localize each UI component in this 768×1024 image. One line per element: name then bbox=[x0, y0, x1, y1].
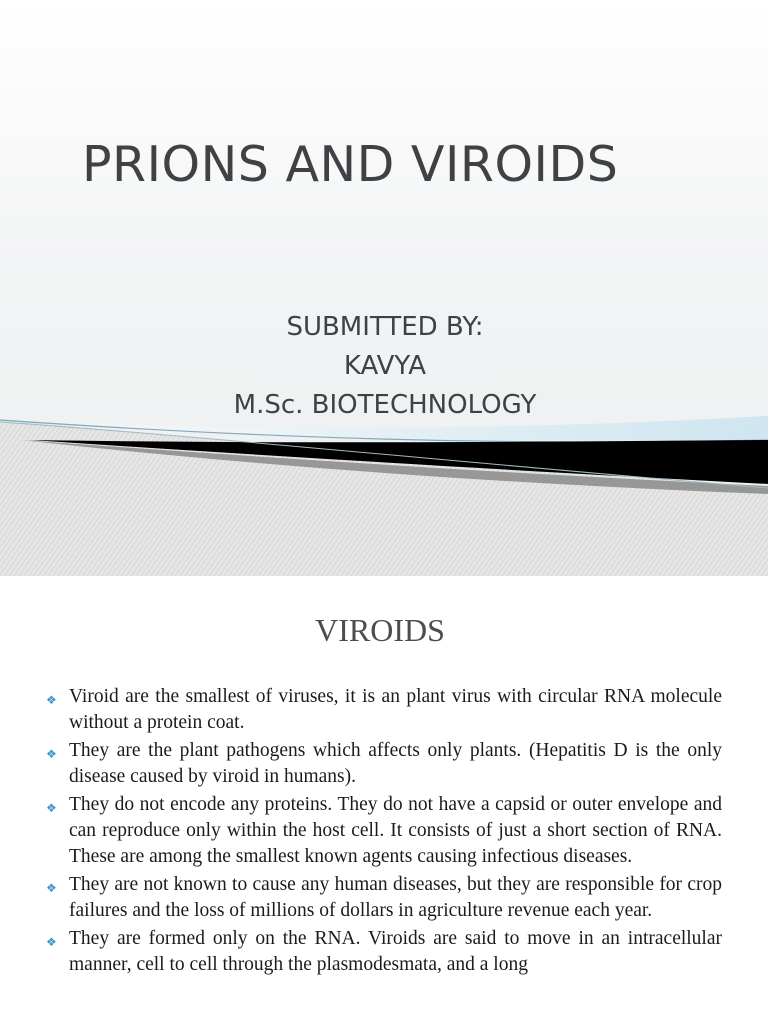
diamond-bullet-icon: ❖ bbox=[46, 801, 57, 815]
presentation-title: PRIONS AND VIROIDS bbox=[82, 136, 619, 193]
viroids-slide bbox=[0, 576, 768, 1024]
diamond-bullet-icon: ❖ bbox=[46, 693, 57, 707]
bullet-text: They do not encode any proteins. They do not have a capsid or outer envelope and can reproduce only within the host cell. It consists of just a short section of RNA. These are among the smallest known agents causing infectious diseases. bbox=[69, 794, 722, 867]
diamond-bullet-icon: ❖ bbox=[46, 935, 57, 949]
decorative-wave-band bbox=[0, 400, 768, 576]
bullet-text: Viroid are the smallest of viruses, it is an plant virus with circular RNA molecule without a protein coat. bbox=[69, 686, 722, 733]
list-item bbox=[46, 684, 722, 736]
list-item bbox=[46, 926, 722, 978]
bullet-text: They are formed only on the RNA. Viroids are said to move in an intracellular manner, cell to cell through the plasmodesmata, and a long bbox=[69, 928, 722, 975]
diamond-bullet-icon: ❖ bbox=[46, 747, 57, 761]
author-name: KAVYA bbox=[343, 351, 427, 381]
submitted-by-label: SUBMITTED BY: bbox=[286, 312, 484, 342]
slide-title: VIROIDS bbox=[315, 612, 445, 648]
bullet-text: They are not known to cause any human diseases, but they are responsible for crop failures and the loss of millions of dollars in agriculture revenue each year. bbox=[69, 874, 722, 921]
author-program: M.Sc. BIOTECHNOLOGY bbox=[233, 390, 537, 420]
bullet-text: They are the plant pathogens which affects only plants. (Hepatitis D is the only disease caused by viroid in humans). bbox=[69, 740, 722, 787]
list-item bbox=[46, 738, 722, 790]
list-item bbox=[46, 872, 722, 924]
list-item bbox=[46, 792, 722, 870]
bullet-list bbox=[46, 684, 722, 980]
diamond-bullet-icon: ❖ bbox=[46, 881, 57, 895]
